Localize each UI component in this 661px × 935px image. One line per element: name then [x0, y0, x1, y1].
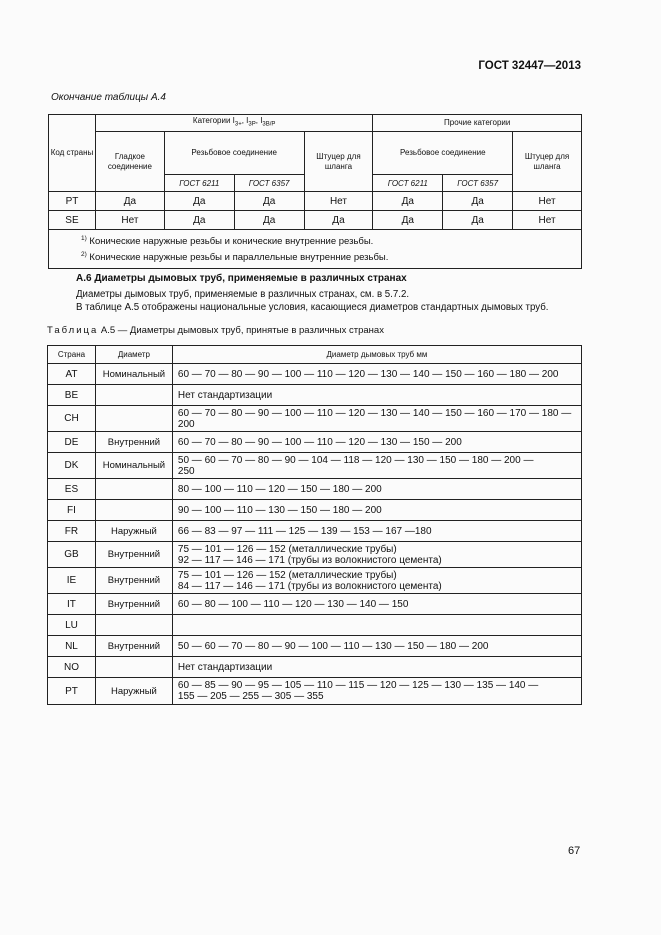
table-row — [48, 432, 582, 453]
table-cell: Да — [164, 211, 234, 230]
diameter-type: Номинальный — [95, 453, 172, 479]
document-number: ГОСТ 32447—2013 — [478, 60, 581, 72]
table-row — [48, 385, 582, 406]
footnote-2: $^{2)}$ Конические наружные резьбы и параллельные внутренние резьбы. — [81, 251, 389, 264]
table-cell: Да — [373, 211, 443, 230]
table-row — [48, 636, 582, 657]
header-hose-nozzle: Штуцер для шланга — [304, 132, 373, 192]
table-a4-caption: Окончание таблицы А.4 — [51, 92, 166, 103]
header-categories-group: Категории $I_{3+}$, $I_{3P}$, $I_{3B/P}$ — [95, 115, 372, 132]
diameter-values: 75 — 101 — 126 — 152 (металлические трубы) 92 — 117 — 146 — 171 (трубы из волокнистого цемента) — [172, 542, 581, 568]
diameter-values: 90 — 100 — 110 — 130 — 150 — 180 — 200 — [172, 500, 581, 521]
country-code: PT — [49, 192, 96, 211]
table-row — [48, 500, 582, 521]
table-cell: Да — [443, 192, 513, 211]
header-smooth-connection: Гладкое соединение — [95, 132, 164, 192]
diameter-values: Нет стандартизации — [172, 657, 581, 678]
table-notes — [49, 230, 582, 269]
table-cell: Нет — [304, 192, 373, 211]
table-row — [48, 542, 582, 568]
diameter-type — [95, 657, 172, 678]
country-code: BE — [48, 385, 96, 406]
country-code: IT — [48, 594, 96, 615]
header-gost-6357-other: ГОСТ 6357 — [443, 175, 513, 192]
table-row — [48, 521, 582, 542]
table-row — [49, 192, 582, 211]
header-threaded-connection-other: Резьбовое соединение — [373, 132, 513, 175]
table-row — [48, 615, 582, 636]
header-threaded-connection: Резьбовое соединение — [164, 132, 304, 175]
country-code: FR — [48, 521, 96, 542]
diameter-type — [95, 500, 172, 521]
table-a5-caption: Таблица А.5 — Диаметры дымовых труб, принятые в различных странах — [47, 325, 384, 336]
table-row — [48, 479, 582, 500]
diameter-type: Внутренний — [95, 432, 172, 453]
table-a4 — [48, 114, 582, 269]
table-cell: Да — [234, 211, 304, 230]
country-code: AT — [48, 364, 96, 385]
diameter-type: Внутренний — [95, 636, 172, 657]
diameter-values: 60 — 70 — 80 — 90 — 100 — 110 — 120 — 130 — 150 — 200 — [172, 432, 581, 453]
diameter-type — [95, 479, 172, 500]
table-row — [48, 453, 582, 479]
country-code: DE — [48, 432, 96, 453]
table-cell: Нет — [513, 211, 582, 230]
table-cell: Да — [373, 192, 443, 211]
diameter-values: 50 — 60 — 70 — 80 — 90 — 100 — 110 — 130 — 150 — 180 — 200 — [172, 636, 581, 657]
table-cell: Нет — [513, 192, 582, 211]
header-gost-6211-other: ГОСТ 6211 — [373, 175, 443, 192]
header-diameter-values: Диаметр дымовых труб мм — [172, 346, 581, 364]
country-code: NL — [48, 636, 96, 657]
country-code: NO — [48, 657, 96, 678]
diameter-values: 66 — 83 — 97 — 111 — 125 — 139 — 153 — 167 —180 — [172, 521, 581, 542]
table-row — [49, 211, 582, 230]
header-diameter-type: Диаметр — [95, 346, 172, 364]
country-code: FI — [48, 500, 96, 521]
country-code: LU — [48, 615, 96, 636]
country-code: CH — [48, 406, 96, 432]
diameter-values: 60 — 70 — 80 — 90 — 100 — 110 — 120 — 130 — 140 — 150 — 160 — 170 — 180 — 200 — [172, 406, 581, 432]
diameter-type: Внутренний — [95, 542, 172, 568]
country-code: IE — [48, 568, 96, 594]
table-a5 — [47, 345, 582, 705]
table-cell: Да — [164, 192, 234, 211]
header-hose-nozzle-other: Штуцер для шланга — [513, 132, 582, 192]
footnote-1: $^{1)}$ Конические наружные резьбы и конические внутренние резьбы. — [81, 235, 374, 248]
diameter-type: Внутренний — [95, 568, 172, 594]
table-cell: Да — [95, 192, 164, 211]
header-country: Страна — [48, 346, 96, 364]
header-country-code: Код страны — [49, 115, 96, 192]
diameter-values: 60 — 85 — 90 — 95 — 105 — 110 — 115 — 120 — 125 — 130 — 135 — 140 — 155 — 205 — 255 — 305 — 355 — [172, 678, 581, 705]
header-other-categories: Прочие категории — [373, 115, 582, 132]
diameter-values: 60 — 70 — 80 — 90 — 100 — 110 — 120 — 130 — 140 — 150 — 160 — 180 — 200 — [172, 364, 581, 385]
country-code: GB — [48, 542, 96, 568]
diameter-values: 50 — 60 — 70 — 80 — 90 — 104 — 118 — 120 — 130 — 150 — 180 — 200 — 250 — [172, 453, 581, 479]
table-cell: Да — [304, 211, 373, 230]
diameter-type — [95, 385, 172, 406]
table-cell: Да — [234, 192, 304, 211]
country-code: PT — [48, 678, 96, 705]
table-row — [48, 594, 582, 615]
table-row — [48, 406, 582, 432]
table-cell: Да — [443, 211, 513, 230]
diameter-values: 60 — 80 — 100 — 110 — 120 — 130 — 140 — 150 — [172, 594, 581, 615]
table-row — [48, 678, 582, 705]
page-number: 67 — [568, 845, 581, 857]
diameter-values: 80 — 100 — 110 — 120 — 150 — 180 — 200 — [172, 479, 581, 500]
diameter-type — [95, 406, 172, 432]
table-row — [48, 568, 582, 594]
header-gost-6211: ГОСТ 6211 — [164, 175, 234, 192]
diameter-type: Внутренний — [95, 594, 172, 615]
country-code: ES — [48, 479, 96, 500]
country-code: DK — [48, 453, 96, 479]
diameter-type: Наружный — [95, 678, 172, 705]
diameter-type: Номинальный — [95, 364, 172, 385]
diameter-values: Нет стандартизации — [172, 385, 581, 406]
diameter-values — [172, 615, 581, 636]
table-row — [48, 657, 582, 678]
table-row — [48, 364, 582, 385]
section-heading: А.6 Диаметры дымовых труб, применяемые в различных странах — [76, 273, 407, 284]
diameter-type — [95, 615, 172, 636]
paragraph: В таблице А.5 отображены национальные условия, касающиеся диаметров стандартных дымовых труб. — [76, 302, 549, 313]
diameter-type: Наружный — [95, 521, 172, 542]
diameter-values: 75 — 101 — 126 — 152 (металлические трубы) 84 — 117 — 146 — 171 (трубы из волокнистого цемента) — [172, 568, 581, 594]
table-cell: Нет — [95, 211, 164, 230]
paragraph: Диаметры дымовых труб, применяемые в различных странах, см. в 5.7.2. — [76, 289, 410, 300]
country-code: SE — [49, 211, 96, 230]
header-gost-6357: ГОСТ 6357 — [234, 175, 304, 192]
